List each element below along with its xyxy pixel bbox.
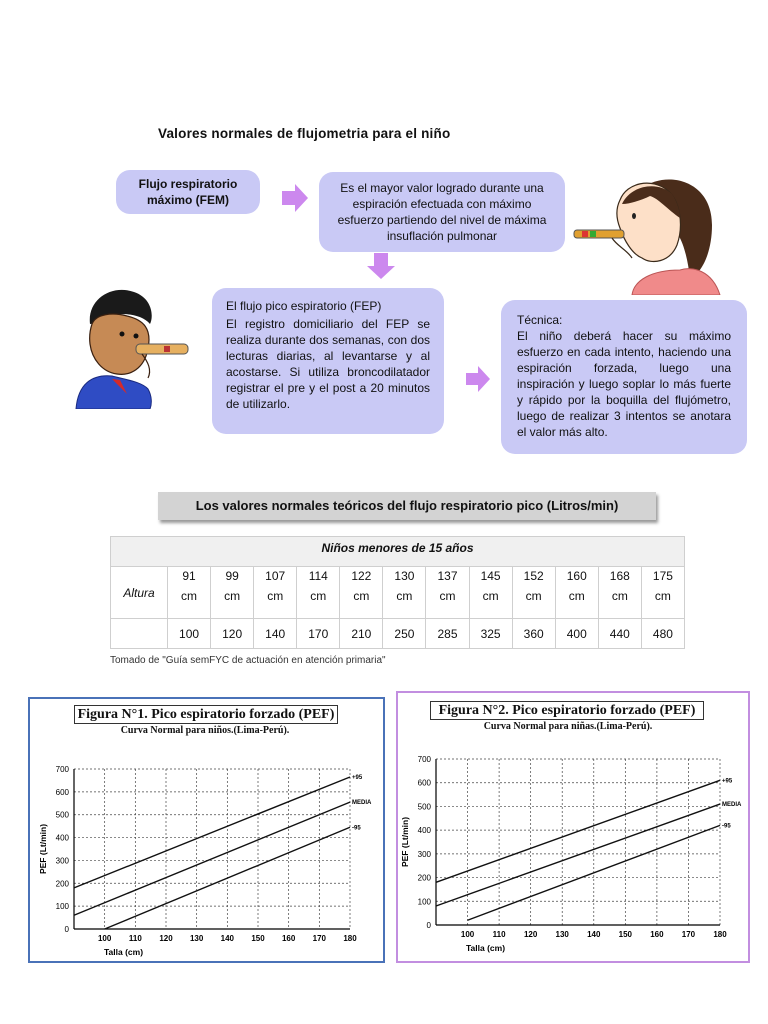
table-cell-height: [426, 567, 469, 619]
table-cell-value: 140: [254, 619, 297, 649]
norms-table: [110, 536, 685, 649]
table-cell-value: 480: [641, 619, 684, 649]
x-axis-label: Talla (cm): [466, 943, 506, 953]
height-value: 152: [523, 569, 544, 583]
table-cell-value: 285: [426, 619, 469, 649]
figure-1-chart: [30, 741, 383, 963]
table-cell-height: [254, 567, 297, 619]
series-label: +95: [722, 778, 733, 785]
table-cell-height: [168, 567, 211, 619]
height-unit: cm: [611, 589, 628, 603]
series-line: [74, 802, 350, 915]
y-tick-label: 700: [417, 755, 431, 764]
arrow-right-icon: [466, 366, 490, 392]
x-tick-label: 140: [587, 930, 601, 939]
height-unit: cm: [654, 589, 671, 603]
x-tick-label: 130: [555, 930, 569, 939]
boy-flowmeter-illustration: [72, 284, 192, 409]
x-tick-label: 160: [281, 934, 296, 943]
table-cell-height: [469, 567, 512, 619]
x-tick-label: 100: [97, 934, 112, 943]
x-tick-label: 130: [189, 934, 204, 943]
height-value: 145: [480, 569, 501, 583]
x-tick-label: 150: [618, 930, 633, 939]
table-row-label: Altura: [111, 567, 168, 619]
height-value: 122: [351, 569, 372, 583]
figure-2-title: Figura N°2. Pico espiratorio forzado (PEF): [430, 701, 704, 720]
height-value: 137: [437, 569, 458, 583]
y-tick-label: 700: [55, 765, 69, 774]
table-cell-height: [641, 567, 684, 619]
x-tick-label: 150: [251, 934, 265, 943]
height-unit: cm: [439, 589, 456, 603]
x-tick-label: 100: [460, 930, 475, 939]
height-value: 160: [566, 569, 587, 583]
y-axis-label: PEF (Lt/min): [400, 816, 410, 868]
source-note: Tomado de "Guía semFYC de actuación en atención primaria": [110, 655, 386, 666]
x-tick-label: 120: [159, 934, 173, 943]
series-label: MEDIA: [352, 800, 372, 807]
height-unit: cm: [224, 589, 241, 603]
series-label: MEDIA: [722, 802, 742, 809]
arrow-down-icon: [367, 253, 395, 279]
x-axis-label: Talla (cm): [104, 947, 144, 957]
section-banner: Los valores normales teóricos del flujo respiratorio pico (Litros/min): [158, 492, 656, 520]
arrow-right-icon: [282, 184, 308, 212]
height-value: 168: [609, 569, 630, 583]
height-unit: cm: [267, 589, 284, 603]
fem-box-title: Flujo respiratorio máximo (FEM): [138, 177, 238, 207]
y-tick-label: 600: [55, 787, 69, 797]
table-cell-value: 100: [168, 619, 211, 649]
x-tick-label: 110: [492, 930, 506, 939]
fep-box: [212, 288, 444, 434]
y-tick-label: 500: [55, 810, 69, 820]
table-cell-value: 250: [383, 619, 426, 649]
figure-2-chart: [398, 735, 748, 961]
series-label: -95: [352, 825, 361, 832]
y-tick-label: 100: [55, 902, 69, 912]
figure-2-subtitle: Curva Normal para niñas.(Lima-Perú).: [483, 721, 653, 732]
series-label: +95: [352, 775, 363, 781]
table-cell-value: 210: [340, 619, 383, 649]
height-value: 175: [652, 569, 673, 583]
y-tick-label: 400: [417, 826, 431, 836]
table-cell-value: 325: [469, 619, 512, 649]
height-value: 91: [182, 569, 196, 583]
table-row-values: [111, 619, 685, 649]
y-tick-label: 200: [55, 879, 69, 889]
y-tick-label: 300: [417, 849, 431, 859]
table-empty-cell: [111, 619, 168, 649]
x-tick-label: 160: [650, 930, 664, 939]
height-unit: cm: [310, 589, 327, 603]
height-unit: cm: [482, 589, 499, 603]
y-tick-label: 400: [55, 833, 69, 843]
table-cell-height: [555, 567, 598, 619]
table-group-header: Niños menores de 15 años: [111, 537, 685, 567]
fem-box: [116, 170, 260, 214]
series-label: -95: [722, 823, 731, 830]
y-tick-label: 100: [417, 897, 431, 907]
technique-box: [501, 300, 747, 454]
definition-box: [319, 172, 565, 252]
series-line: [436, 804, 720, 906]
table-cell-height: [383, 567, 426, 619]
height-value: 130: [394, 569, 415, 583]
table-cell-value: 170: [297, 619, 340, 649]
y-tick-label: 500: [417, 802, 431, 812]
table-cell-value: 440: [598, 619, 641, 649]
technique-box-title: Técnica:: [517, 313, 563, 327]
page-title: Valores normales de flujometria para el niño: [158, 126, 451, 141]
x-tick-label: 170: [681, 930, 696, 939]
x-tick-label: 140: [220, 934, 235, 943]
height-value: 99: [225, 569, 239, 583]
x-tick-label: 110: [128, 934, 142, 943]
height-unit: cm: [396, 589, 413, 603]
table-cell-value: 120: [211, 619, 254, 649]
y-tick-label: 0: [426, 921, 431, 930]
height-unit: cm: [353, 589, 370, 603]
height-unit: cm: [525, 589, 542, 603]
series-line: [74, 777, 350, 888]
fep-box-text: El registro domiciliario del FEP se realiza durante dos semanas, con dos lecturas diarias, al levantarse y al acostarse. Si utiliza broncodilatador registrar el pre y el post a 20 minutos de utilizarlo.: [226, 317, 430, 411]
height-unit: cm: [181, 589, 198, 603]
y-tick-label: 300: [55, 856, 69, 866]
y-tick-label: 0: [64, 925, 69, 934]
table-cell-height: [340, 567, 383, 619]
table-cell-height: [211, 567, 254, 619]
fep-box-title: El flujo pico espiratorio (FEP): [226, 299, 382, 313]
table-cell-height: [297, 567, 340, 619]
figure-1-frame: [28, 697, 385, 963]
x-tick-label: 170: [312, 934, 327, 943]
y-tick-label: 600: [417, 778, 431, 788]
table-group-header-row: [111, 537, 685, 567]
x-tick-label: 180: [713, 930, 727, 939]
figure-2-frame: [396, 691, 750, 963]
x-tick-label: 180: [343, 934, 357, 943]
table-row-heights: [111, 567, 685, 619]
figure-1-subtitle: Curva Normal para niños.(Lima-Perú).: [120, 725, 290, 736]
series-line: [436, 780, 720, 882]
height-value: 107: [265, 569, 286, 583]
table-cell-height: [512, 567, 555, 619]
y-axis-label: PEF (Lt/min): [38, 823, 48, 875]
technique-box-text: El niño deberá hacer su máximo esfuerzo en cada intento, haciendo una espiración forzada, luego una inspiración y luego soplar lo más fuerte y rápido por la boquilla del flujómetro, luego de realizar 3 intentos se anotara el valor más alto.: [517, 329, 731, 439]
table-cell-value: 400: [555, 619, 598, 649]
x-tick-label: 120: [523, 930, 538, 939]
table-cell-height: [598, 567, 641, 619]
y-tick-label: 200: [417, 873, 431, 883]
girl-flowmeter-illustration: [572, 170, 722, 295]
height-value: 114: [308, 569, 328, 583]
height-unit: cm: [568, 589, 585, 603]
table-cell-value: 360: [512, 619, 555, 649]
figure-1-title: Figura N°1. Pico espiratorio forzado (PEF): [74, 705, 338, 724]
definition-text: Es el mayor valor logrado durante una espiración efectuada con máximo esfuerzo partiendo del nivel de máxima insuflación pulmonar: [337, 181, 547, 243]
